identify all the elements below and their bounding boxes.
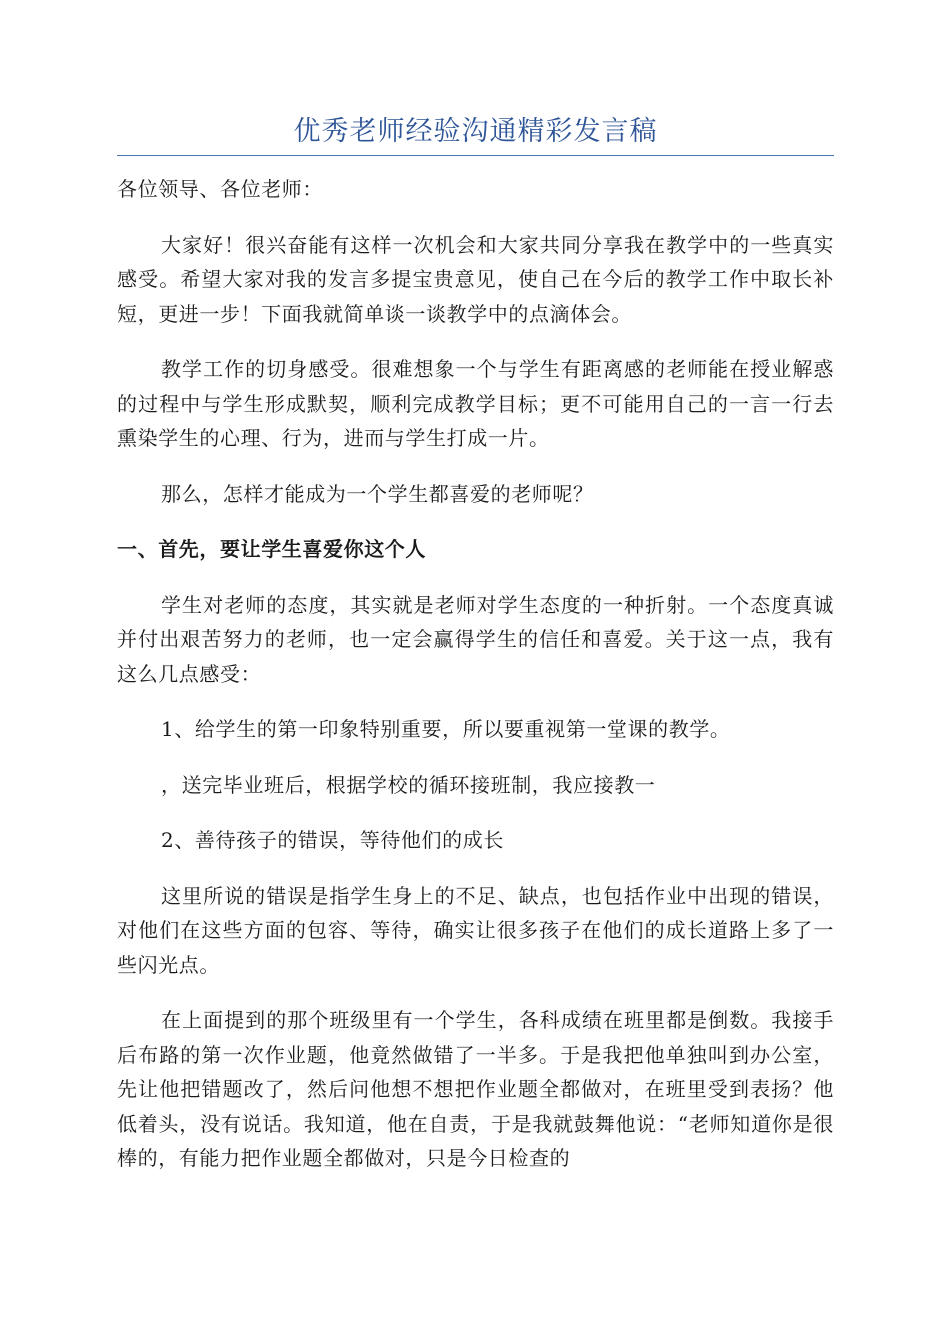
paragraph-fragment: ，送完毕业班后，根据学校的循环接班制，我应接教一 xyxy=(161,772,656,797)
paragraph-feeling: 教学工作的切身感受。很难想象一个与学生有距离感的老师能在授业解惑的过程中与学生形成默契，顺利完成教学目标；更不可能用自己的一言一行去熏染学生的心理、行为，进而与学生打成一片。 xyxy=(117,357,834,450)
section-heading: 一、首先，要让学生喜爱你这个人 xyxy=(117,537,426,561)
list-item-mistakes: 2、善待孩子的错误，等待他们的成长 xyxy=(161,828,504,852)
list-item-first-impression: 1、给学生的第一印象特别重要，所以要重视第一堂课的教学。 xyxy=(161,717,731,741)
paragraph-question: 那么，怎样才能成为一个学生都喜爱的老师呢？ xyxy=(161,481,594,506)
paragraph-mistakes-explained: 这里所说的错误是指学生身上的不足、缺点，也包括作业中出现的错误，对他们在这些方面的包容、等待，确实让很多孩子在他们的成长道路上多了一些闪光点。 xyxy=(117,883,834,977)
paragraph-intro: 大家好！很兴奋能有这样一次机会和大家共同分享我在教学中的一些真实感受。希望大家对我的发言多提宝贵意见，使自己在今后的教学工作中取长补短，更进一步！下面我就简单谈一谈教学中的点滴体会。 xyxy=(117,232,834,326)
paragraph-student-story: 在上面提到的那个班级里有一个学生，各科成绩在班里都是倒数。我接手后布路的第一次作业题，他竟然做错了一半多。于是我把他单独叫到办公室，先让他把错题改了，然后问他想不想把作业题全都做对，在班里受到表扬？他低着头，没有说话。我知道，他在自责，于是我就鼓舞他说：“老师知道你是很棒的，有能力把作业题全都做对，只是今日检查的 xyxy=(117,1008,834,1170)
paragraph-attitude: 学生对老师的态度，其实就是老师对学生态度的一种折射。一个态度真诚并付出艰苦努力的老师，也一定会赢得学生的信任和喜爱。关于这一点，我有这么几点感受： xyxy=(117,592,834,686)
greeting: 各位领导、各位老师： xyxy=(117,177,323,201)
document-body xyxy=(117,172,834,1176)
title-divider xyxy=(117,155,834,156)
document-title: 优秀老师经验沟通精彩发言稿 xyxy=(293,116,658,147)
